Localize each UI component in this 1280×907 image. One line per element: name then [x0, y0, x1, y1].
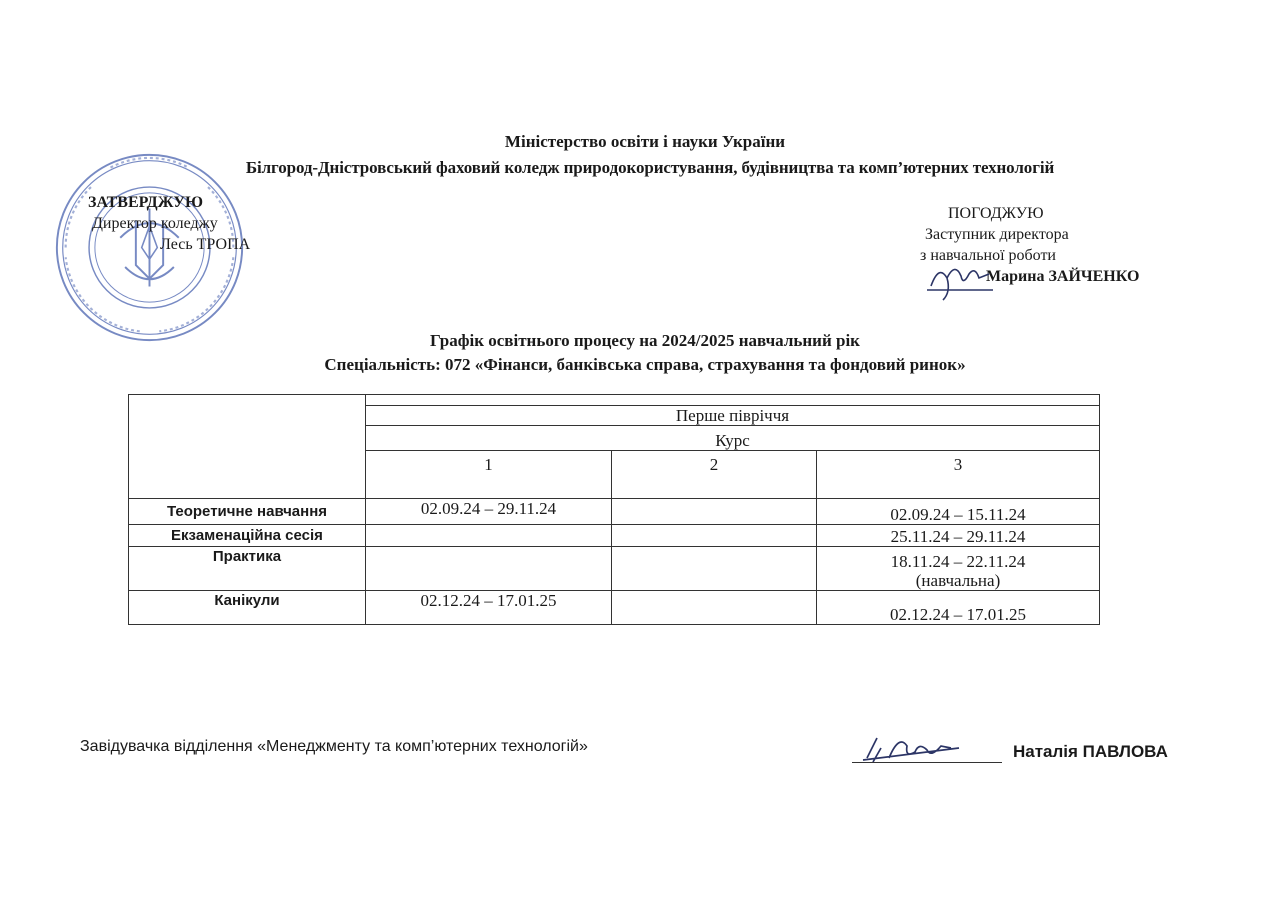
cell-course-2	[612, 547, 817, 591]
college-name: Білгород-Дністровський фаховий коледж природокористування, будівництва та комп’ютерних технологій	[245, 158, 1055, 177]
signature-line	[852, 762, 1002, 763]
table-row	[129, 547, 1100, 591]
cell-course-3: 25.11.24 – 29.11.24	[817, 525, 1100, 547]
semester-header: Перше півріччя	[366, 406, 1100, 426]
signature-icon	[855, 728, 965, 766]
agree-position: Заступник директора	[925, 226, 1069, 243]
cell-course-3: 02.09.24 – 15.11.24	[817, 499, 1100, 525]
table-row	[129, 525, 1100, 547]
agree-heading: ПОГОДЖУЮ	[948, 205, 1044, 222]
specialty-line: Спеціальність: 072 «Фінанси, банківська справа, страхування та фондовий ринок»	[324, 355, 966, 374]
cell-course-2	[612, 591, 817, 625]
row-label: Канікули	[129, 591, 366, 625]
agree-name: Марина ЗАЙЧЕНКО	[986, 268, 1140, 285]
department-head-title: Завідувачка відділення «Менеджменту та комп’ютерних технологій»	[80, 738, 588, 755]
approval-block	[88, 192, 250, 255]
row-label: Практика	[129, 547, 366, 591]
cell-course-3-dates: 18.11.24 – 22.11.24	[890, 552, 1026, 571]
agree-position-2: з навчальної роботи	[920, 247, 1056, 264]
approve-heading: ЗАТВЕРДЖУЮ	[88, 194, 204, 211]
cell-course-3: 02.12.24 – 17.01.25	[817, 591, 1100, 625]
course-2-header: 2	[612, 451, 817, 499]
approve-name: Лесь ТРОПА	[160, 236, 251, 253]
cell-course-1	[366, 547, 612, 591]
approve-position: Директор коледжу	[92, 215, 218, 232]
course-header: Курс	[366, 426, 1100, 451]
cell-course-2	[612, 499, 817, 525]
schedule-table	[128, 394, 1100, 625]
cell-course-3	[817, 547, 1100, 591]
cell-course-1	[366, 525, 612, 547]
cell-course-3-note: (навчальна)	[915, 571, 1001, 590]
table-row	[129, 591, 1100, 625]
row-label: Теоретичне навчання	[129, 499, 366, 525]
cell-course-1: 02.12.24 – 17.01.25	[366, 591, 612, 625]
table-corner-cell	[129, 395, 366, 499]
cell-course-1: 02.09.24 – 29.11.24	[366, 499, 612, 525]
course-3-header: 3	[817, 451, 1100, 499]
department-head-name: Наталія ПАВЛОВА	[1013, 742, 1168, 761]
signature-icon	[925, 256, 995, 304]
cell-course-2	[612, 525, 817, 547]
row-label: Екзаменаційна сесія	[129, 525, 366, 547]
ministry-title: Міністерство освіти і науки України	[504, 132, 786, 151]
course-1-header: 1	[366, 451, 612, 499]
schedule-title: Графік освітнього процесу на 2024/2025 навчальний рік	[430, 331, 860, 350]
table-row	[129, 499, 1100, 525]
